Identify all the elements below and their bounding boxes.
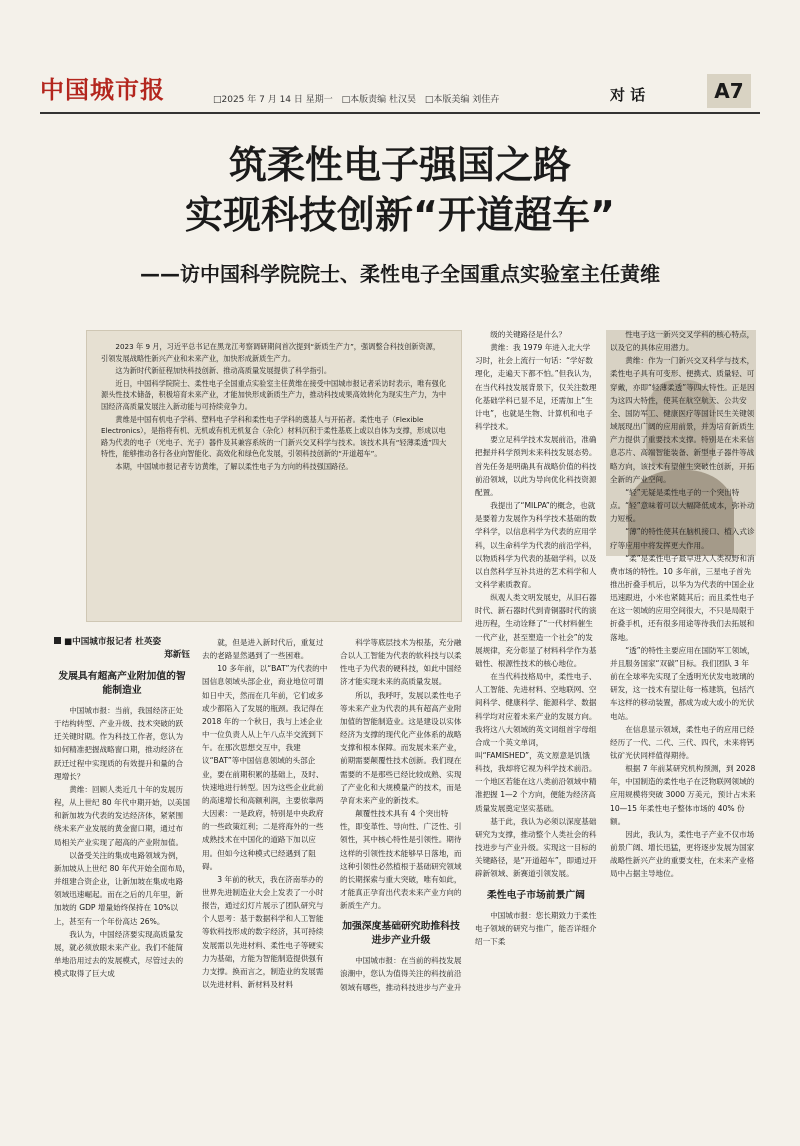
body-paragraph: 科学等底层技术为根基，充分融合以人工智能为代表的软科技与以柔性电子为代表的硬科技，如此中国经济才能实现未来的高质量发展。 xyxy=(340,638,462,687)
subhead-2: 加强深度基础研究助推科技进步产业升级 xyxy=(342,921,460,947)
subtitle: ——访中国科学院院士、柔性电子全国重点实验室主任黄维 xyxy=(140,262,660,286)
headline-line1: 筑柔性电子强国之路 xyxy=(228,143,571,187)
body-paragraph: 黄维：回顾人类近几十年的发展历程，从上世纪 80 年代中期开始，以美国和新加坡为代表的发达经济体，紧紧围绕未来产业发展的黄金窗口期，通过布局相关产业实现了超高的产业附加值。 xyxy=(54,784,190,847)
body-paragraph: 级的关键路径是什么？ xyxy=(490,330,567,339)
body-paragraph: 性电子这一新兴交叉学科的核心特点，以及它的具体应用潜力。 xyxy=(610,330,755,353)
column-5 xyxy=(610,328,756,1136)
body-paragraph: 我提出了“MILPA”的概念，也就是要着力发展作为科学技术基础的数学科学，以信息科学为代表的应用学科，以生命科学为代表的前沿学科，以物质科学为代表的基础学科，以及以自然科学互补共进的艺术科学和人文科学素质教育。 xyxy=(475,501,597,589)
lead-paragraph: 这为新时代新征程加快科技创新、推动高质量发展提供了科学指引。 xyxy=(115,366,332,376)
body-paragraph: 根据 7 年前某研究机构预测，到 2028 年，中国制造的柔性电子在泛物联网领域的应用规模将突破 3000 万美元，预计占未来 10—15 年柔性电子整体市场的 40% 份额。 xyxy=(610,764,756,826)
body-paragraph: 在当代科技格局中，柔性电子、人工智能、先进材料、空地联网、空间科学、健康科学、能源科学、数据科学均对应着未来产业的发展方向。我将这八大领域的英文词组首字母组合成一个英文单词，叫“FAMISHED”，英文原意是饥饿科技，我却将它视为科学技术前沿。一个地区若能在这八类前沿领域中精准把握 1—2 个方向，便能为经济高质量发展奠定坚实基础。 xyxy=(475,672,597,813)
page-number: A7 xyxy=(707,74,751,108)
body-paragraph: 3 年前的秋天，我在济南举办的世界先进制造业大会上发表了一小时报告，通过幻灯片展示了团队研究与个人思考：基于数据科学和人工智能等软科技形成的数字经济，其可持续发展需以先进材料、柔性电子等硬实力为基础，方能为智能制造提供强有力支撑。换而言之，制造业的发展需以先进材料、新材料及材料 xyxy=(202,874,324,990)
paper-name: 中国城市报 xyxy=(40,75,165,104)
question-paragraph: 中国城市报：当前，我国经济正处于结构转型、产业升级、技术突破的跃迁关键时期。作为科技工作者，您认为如何精准把握战略窗口期，推动经济在跃迁过程中实现质的有效提升和量的合理增长？ xyxy=(54,706,184,781)
byline-square-icon xyxy=(54,637,61,644)
subhead-3: 柔性电子市场前景广阔 xyxy=(487,889,585,901)
body-paragraph: “轻”无疑是柔性电子的一个突出特点。“轻”意味着可以大幅降低成本，弥补动力短板。 xyxy=(610,487,755,524)
body-paragraph: “柔”是柔性电子最早进入人类视野和消费市场的特性。10 多年前，三星电子首先推出折叠手机后，以华为为代表的中国企业迅速跟进，小米也紧随其后；而且柔性电子在这一领域的应用空间很大，不只是局限于折叠手机，还有很多用途等待我们去拓展和落地。 xyxy=(610,553,755,642)
lead-paragraph: 2023 年 9 月，习近平总书记在黑龙江考察调研期间首次提到“新质生产力”，强调整合科技创新资源，引领发展战略性新兴产业和未来产业，加快形成新质生产力。 xyxy=(101,342,441,363)
body-paragraph: 我认为，中国经济要实现高质量发展，就必须放眼未来产业。我们不能简单地沿用过去的发展模式，尽管过去的模式取得了巨大成 xyxy=(54,929,184,979)
body-paragraph: 颠覆性技术具有 4 个突出特性，即变革性、导向性、广泛性、引领性，其中核心特性是引领性。期待这样的引领性技术能够早日落地，而这种引领性必然植根于基础研究领域的长期探索与重大突破，唯有如此，才能真正孕育出代表未来产业方向的新质生产力。 xyxy=(340,809,462,911)
body-paragraph: 就，但是进入新时代后，重复过去的老路显然遇到了一些困难。 xyxy=(202,638,324,661)
body-paragraph: 所以，我呼吁，发展以柔性电子等未来产业为代表的具有超高产业附加值的智能制造业。这是建设以实体经济为支撑的现代化产业体系的战略支撑和根本保障。而发展未来产业，前期需要颠覆性技术创新。我们现在需要的不是那些已经比较成熟、实现了产业化和大规模量产的技术，而是孕育未来产业的新技术。 xyxy=(340,690,462,805)
body-paragraph: “薄”的特性使其在脑机接口、植入式诊疗等应用中将发挥更大作用。 xyxy=(610,527,755,550)
section-name: 对 话 xyxy=(610,86,646,104)
body-paragraph: 以备受关注的集成电路领域为例，新加坡从上世纪 80 年代开始全面布局，并组建合资企业，让新加坡在集成电路领域迅速崛起。而在之后的几年里，新加坡的 GDP 增量始终保持在 10%以上，甚至有一个年份高达 26%。 xyxy=(54,850,190,926)
body-paragraph: 黄维：作为一门新兴交叉科学与技术，柔性电子具有可变形、便携式、质量轻、可穿戴，亦即“轻薄柔透”等四大特性。正是因为这四大特性，使其在航空航天、公共安全、国防军工、健康医疗等国计民生关键领域展现出广阔的应用前景，并为培育新质生产力提供了重要技术支撑。特别是在未来信息芯片、高端智能装备、新型电子器件等战略方向，该技术有望催生突破性创新，开拓全新的产业空间。 xyxy=(610,356,755,484)
body-paragraph: 基于此，我认为必须以深度基础研究为支撑，推动整个人类社会的科技进步与产业升级。实现这一目标的关键路径，是“开道超车”，即通过开辟新领域、新赛道引领发展。 xyxy=(475,816,597,879)
subhead-1: 发展具有超高产业附加值的智能制造业 xyxy=(58,671,186,696)
dateline xyxy=(213,92,505,105)
question-paragraph: 中国城市报：在当前的科技发展浪潮中，您认为值得关注的科技前沿领域有哪些，推动科技进步与产业升 xyxy=(340,956,462,992)
body-paragraph: 10 多年前，以“BAT”为代表的中国信息领域头部企业，商业地位可谓如日中天，然而在几年前，它们或多或少都陷入了发展的瓶颈。我记得在 2018 年的一个秋日，我与上述企业中一位负责人从上午八点半交流到下午。在那次思想交互中，我建议“BAT”等中国信息领域的头部企业，要在前期积累的基础上，及时、快速地进行转型。因为这些企业此前的高速增长和高额利润，主要依靠两大因素：一是政府，特别是中央政府的一些政策红利；二是将海外的一些成熟技术在中国化的道路下加以应用。但如今这种模式已经遇到了阻碍。 xyxy=(202,664,328,871)
body-paragraph: 因此，我认为，柔性电子产业不仅市场前景广阔、增长迅猛，更将逐步发展为国家战略性新兴产业的重要支柱，在未来产业格局中占据主导地位。 xyxy=(610,829,755,879)
lead-paragraph: 黄维是中国有机电子学科、塑料电子学科和柔性电子学科的奠基人与开拓者。柔性电子（Flexible Electronics），是指将有机、无机或有机无机复合（杂化）材料沉积于柔性基底上或以自体为支撑，形成以电路为代表的电子（光电子、光子）器件及其兼容系统的一门新兴交叉科学与技术。该技术具有“轻薄柔透”四大特性，能够推动各行各业向智能化、高效化和绿色化发展，引领科技创新的“开道超车”。 xyxy=(101,414,447,459)
lead-paragraph: 本期，中国城市报记者专访黄维，了解以柔性电子为方向的科技强国路径。 xyxy=(115,461,353,471)
lead-paragraph: 近日，中国科学院院士、柔性电子全国重点实验室主任黄维在接受中国城市报记者采访时表示，唯有强化源头性技术储备，积极培育未来产业，才能加快形成新质生产力，推动科技成果高效转化为现实生产力，为中国经济高质量发展注入新动能与可持续竞争力。 xyxy=(101,378,447,411)
column-1 xyxy=(54,636,190,1136)
body-paragraph: 黄维：我 1979 年进入北大学习时，社会上流行一句话：“学好数理化，走遍天下都不怕。”但我认为，在当代科技发展背景下，仅关注数理化基础学科已显不足，还需加上“生计电”，也就是生物、计算机和电子科学技术。 xyxy=(475,343,597,432)
column-2 xyxy=(202,636,330,1136)
issue-date: □2025 年 7 月 14 日 星期一 xyxy=(213,95,333,105)
body-paragraph: 纵观人类文明发展史，从旧石器时代、新石器时代到青铜器时代的演进历程，生动诠释了“一代材料催生一代产业，甚至塑造一个社会”的发展规律，充分彰显了材料科学作为基础性、根源性技术的核心地位。 xyxy=(475,593,597,668)
lead-box xyxy=(86,330,462,622)
column-3 xyxy=(340,636,462,1136)
column-4 xyxy=(475,328,597,1136)
page-editor: □本版责编 杜汉昊 xyxy=(341,95,417,105)
byline: ■中国城市报记者 杜英姿 郑新钰 xyxy=(54,636,190,662)
question-paragraph: 中国城市报：您长期致力于柔性电子领域的研究与推广，能否详细介绍一下柔 xyxy=(475,910,597,946)
body-paragraph: 要立足科学技术发展前沿，准确把握并科学预判未来科技发展态势。首先任务是明确具有战略价值的科技前沿领域，以此为导向优化科技资源配置。 xyxy=(475,435,597,497)
header-rule xyxy=(40,112,760,114)
headline-line2: 实现科技创新“开道超车” xyxy=(185,193,615,237)
page-designer: □本版美编 刘佳卉 xyxy=(424,95,500,105)
body-paragraph: 在信息显示领域，柔性电子的应用已经经历了一代、二代、三代、四代，未来将钙钛矿光伏同样值得期待。 xyxy=(610,724,755,760)
masthead-logo xyxy=(40,70,165,105)
body-paragraph: “透”的特性主要应用在国防军工领域，并且服务国家“双碳”目标。我们团队 3 年前在全球率先实现了全透明光伏发电玻璃的研发，这一技术有望让每一栋建筑，包括汽车这样的移动装置，都成为或大或小的光伏电站。 xyxy=(610,645,755,721)
